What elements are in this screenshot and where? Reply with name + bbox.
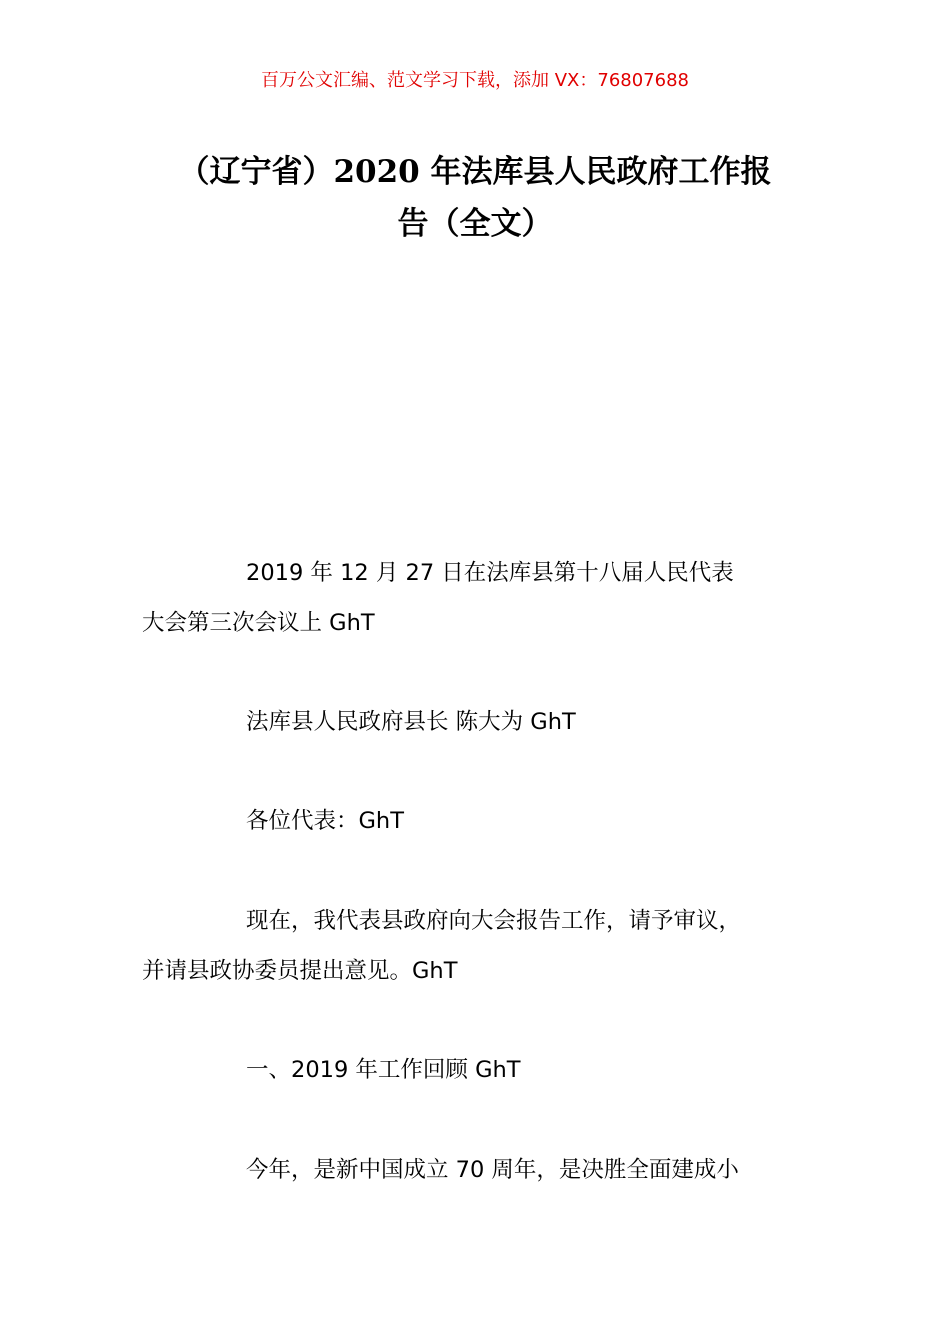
paragraph-line: 一、2019 年工作回顾 GhT — [246, 1057, 521, 1083]
paragraph-opening — [142, 896, 842, 996]
document-title — [0, 146, 950, 250]
section-heading — [142, 1045, 842, 1095]
paragraph-line: 今年，是新中国成立 70 周年，是决胜全面建成小 — [246, 1157, 739, 1183]
paragraph-line: 各位代表：GhT — [246, 808, 404, 834]
paragraph-line: 现在，我代表县政府向大会报告工作，请予审议， — [246, 908, 742, 934]
paragraph-speaker — [142, 697, 842, 747]
paragraph-review-start — [142, 1145, 842, 1195]
paragraph-salutation — [142, 796, 842, 846]
header-note-text: 百万公文汇编、范文学习下载，添加 VX：76807688 — [261, 70, 689, 91]
paragraph-line: 大会第三次会议上 GhT — [142, 610, 375, 636]
paragraph-meeting-info — [142, 548, 842, 648]
paragraph-line: 并请县政协委员提出意见。GhT — [142, 958, 458, 984]
header-note — [0, 66, 950, 96]
paragraph-line: 法库县人民政府县长 陈大为 GhT — [246, 709, 576, 735]
paragraph-line: 2019 年 12 月 27 日在法库县第十八届人民代表 — [246, 560, 734, 586]
title-line-1: （辽宁省）2020 年法库县人民政府工作报 — [178, 154, 772, 190]
title-line-2: 告（全文） — [397, 206, 553, 242]
